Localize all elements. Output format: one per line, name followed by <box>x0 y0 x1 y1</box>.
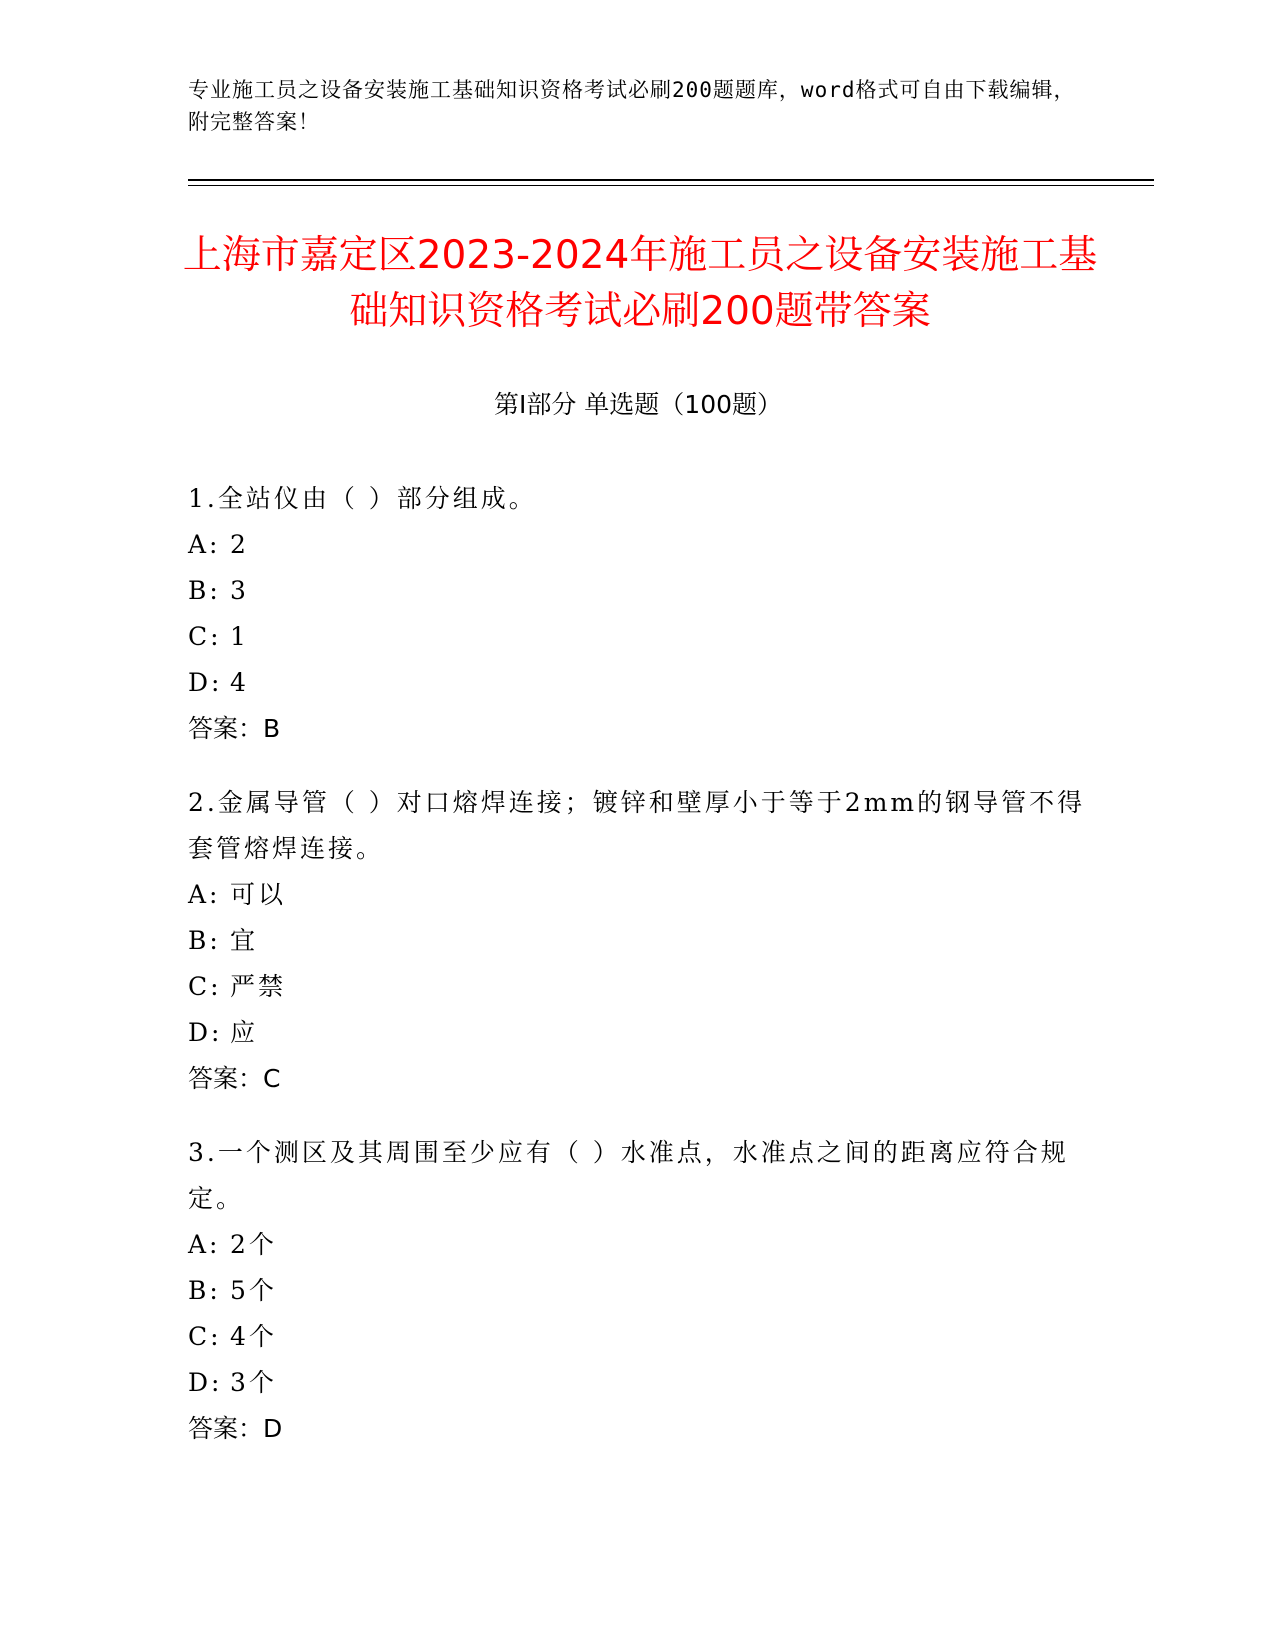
option-d <box>188 660 1088 706</box>
document-title: 上海市嘉定区2023-2024年施工员之设备安装施工基础知识资格考试必刷200题带答案 <box>182 233 1098 334</box>
option-text: 严禁 <box>230 972 287 1001</box>
option-text: 应 <box>230 1018 259 1047</box>
question-stem: 2.金属导管（ ）对口熔焊连接；镀锌和壁厚小于等于2mm的钢导管不得套管熔焊连接。 <box>188 788 1086 863</box>
option-a <box>188 522 1088 568</box>
header-divider-thin <box>188 185 1154 186</box>
header-divider-thick <box>188 179 1154 181</box>
option-b <box>188 1268 1088 1314</box>
option-d <box>188 1010 1088 1056</box>
option-letter: A: <box>188 530 221 559</box>
option-letter: C: <box>188 972 222 1001</box>
option-letter: B: <box>188 1276 221 1305</box>
question-stem: 3.一个测区及其周围至少应有（ ）水准点，水准点之间的距离应符合规定。 <box>188 1138 1069 1213</box>
option-b <box>188 918 1088 964</box>
option-a <box>188 872 1088 918</box>
question-stem: 1.全站仪由（ ）部分组成。 <box>188 484 537 513</box>
option-letter: D: <box>188 1018 223 1047</box>
option-letter: C: <box>188 622 222 651</box>
option-c <box>188 614 1088 660</box>
option-text: 宜 <box>230 926 259 955</box>
option-text: 2个 <box>230 1230 277 1259</box>
option-letter: C: <box>188 1322 222 1351</box>
option-letter: D: <box>188 668 223 697</box>
option-text: 2 <box>230 530 249 559</box>
answer-line: 答案：C <box>188 1064 281 1093</box>
option-a <box>188 1222 1088 1268</box>
option-text: 1 <box>230 622 249 651</box>
option-letter: A: <box>188 880 221 909</box>
question-item <box>188 780 1088 1102</box>
option-text: 4个 <box>230 1322 277 1351</box>
option-letter: D: <box>188 1368 223 1397</box>
section-title: 第I部分 单选题（100题） <box>493 390 783 419</box>
option-letter: A: <box>188 1230 221 1259</box>
option-text: 可以 <box>230 880 287 909</box>
answer-line: 答案：B <box>188 714 281 743</box>
option-text: 3 <box>230 576 249 605</box>
answer-line: 答案：D <box>188 1414 283 1443</box>
option-c <box>188 1314 1088 1360</box>
option-text: 5个 <box>230 1276 277 1305</box>
option-text: 3个 <box>230 1368 277 1397</box>
option-d <box>188 1360 1088 1406</box>
question-item <box>188 476 1088 752</box>
header-note: 专业施工员之设备安装施工基础知识资格考试必刷200题题库，word格式可自由下载编辑，附完整答案！ <box>188 78 1076 134</box>
question-item <box>188 1130 1088 1452</box>
question-list <box>188 476 1088 1480</box>
option-letter: B: <box>188 926 221 955</box>
option-b <box>188 568 1088 614</box>
option-c <box>188 964 1088 1010</box>
option-letter: B: <box>188 576 221 605</box>
option-text: 4 <box>230 668 249 697</box>
